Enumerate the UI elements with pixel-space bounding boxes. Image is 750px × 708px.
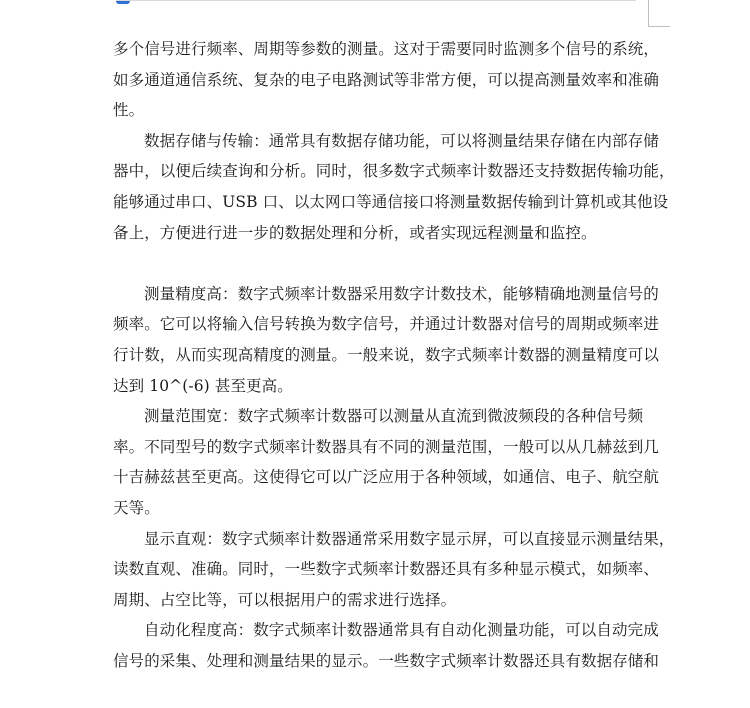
text-line: 读数直观、准确。同时，一些数字式频率计数器还具有多种显示模式，如频率、 — [113, 560, 660, 579]
text-line: 数据存储与传输：通常具有数据存储功能，可以将测量结果存储在内部存储 — [144, 131, 659, 150]
page-top-rule — [116, 0, 636, 1]
text-line: 备上，方便进行进一步的数据处理和分析，或者实现远程测量和监控。 — [113, 223, 597, 242]
text-line: 性。 — [113, 101, 145, 120]
paragraph-precision — [113, 279, 658, 401]
text-line: 多个信号进行频率、周期等参数的测量。这对于需要同时监测多个信号的系统， — [113, 40, 660, 58]
text-line: 达到 10^(-6) 甚至更高。 — [113, 376, 293, 395]
text-line: 行计数，从而实现高精度的测量。一般来说，数字式频率计数器的测量精度可以 — [113, 345, 660, 364]
text-line: 周期、占空比等，可以根据用户的需求进行选择。 — [113, 590, 457, 609]
text-line: 测量精度高：数字式频率计数器采用数字计数技术，能够精确地测量信号的 — [144, 284, 659, 303]
paragraph-storage-transfer — [113, 126, 675, 248]
text-line: 频率。它可以将输入信号转换为数字信号，并通过计数器对信号的周期或频率进 — [113, 315, 660, 334]
text-line: 能够通过串口、USB 口、以太网口等通信接口将测量数据传输到计算机或其他设 — [113, 192, 669, 211]
text-line: 如多通道通信系统、复杂的电子电路测试等非常方便，可以提高测量效率和准确 — [113, 70, 660, 89]
paragraph-display — [113, 524, 675, 616]
paragraph-multichannel — [113, 34, 658, 126]
blank-line — [113, 248, 658, 279]
text-line: 十吉赫兹甚至更高。这使得它可以广泛应用于各种领域，如通信、电子、航空航 — [113, 468, 660, 487]
text-line: 信号的采集、处理和测量结果的显示。一些数字式频率计数器还具有数据存储和 — [113, 651, 660, 670]
paragraph-automation — [113, 615, 658, 676]
text-line: 显示直观：数字式频率计数器通常采用数字显示屏，可以直接显示测量结果， — [144, 529, 675, 548]
text-line: 测量范围宽：数字式频率计数器可以测量从直流到微波频段的各种信号频 — [144, 407, 644, 426]
text-line: 自动化程度高：数字式频率计数器通常具有自动化测量功能，可以自动完成 — [144, 621, 659, 640]
text-line: 器中，以便后续查询和分析。同时，很多数字式频率计数器还支持数据传输功能， — [113, 162, 675, 181]
document-body — [113, 34, 675, 676]
margin-corner-mark-horizontal — [648, 26, 670, 27]
text-line: 率。不同型号的数字式频率计数器具有不同的测量范围，一般可以从几赫兹到几 — [113, 437, 660, 456]
text-line: 天等。 — [113, 498, 160, 517]
paragraph-range — [113, 401, 658, 523]
margin-corner-mark — [648, 0, 649, 26]
